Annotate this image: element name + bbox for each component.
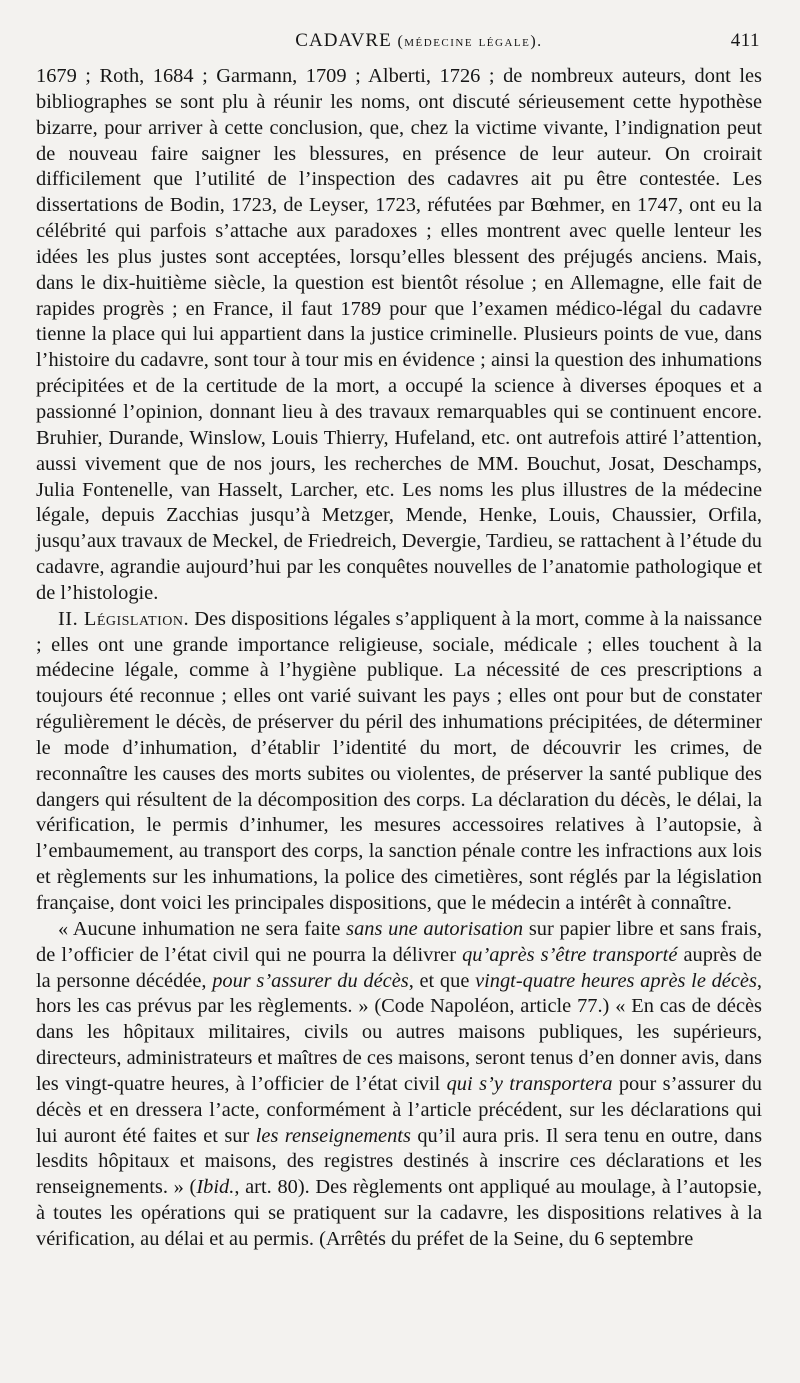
quote-text: qu’il aura pris. Il sera tenu en outre, dans lesdits hôpitaux et maisons, des registres destinés à inscrire ces déclarations et les renseignements. » ( [36, 1124, 763, 1199]
page-number: 411 [730, 30, 760, 51]
quote-text: auprès de la personne décédée, [36, 943, 762, 992]
header-title-line [295, 30, 542, 52]
quote-italic: Ibid. [196, 1176, 235, 1199]
header-subtitle: (médecine légale). [397, 33, 543, 50]
quote-italic: sans une autorisation [346, 917, 524, 940]
quote-italic: qu’après s’être transporté [462, 943, 678, 966]
paragraph-code-quote [36, 917, 762, 1253]
quote-text: , art. 80). Des règlements ont appliqué au moulage, à l’autopsie, à toutes les opérations qui se pratiquent sur la cadavre, les dispositions relatives à la vérification, au délai et au permis. (Arrêtés du préfet de la Seine, du 6 septembre [36, 1176, 762, 1250]
running-header [36, 30, 762, 64]
quote-italic: qui s’y transportera [446, 1072, 613, 1095]
quote-italic: vingt-quatre heures après le décès [475, 969, 757, 992]
quote-text: sur papier libre et sans frais, de l’officier de l’état civil qui ne pourra la délivrer [36, 917, 762, 966]
paragraph-history: 1679 ; Roth, 1684 ; Garmann, 1709 ; Alberti, 1726 ; de nombreux auteurs, dont les bibliographes se sont plu à réunir les noms, ont discuté sérieusement cette hypothèse bizarre, pour arriver à cette conclusion, que, chez la victime vivante, l’indignation peut de nouveau faire saigner les blessures, en présence de leur auteur. On croirait difficilement que l’utilité de l’inspection des cadavres ait pu être contestée. Les dissertations de Bodin, 1723, de Leyser, 1723, réfutées par Bœhmer, en 1747, ont eu la célébrité qui parfois s’attache aux paradoxes ; elles montrent avec quelle lenteur les idées les plus justes sont acceptées, lorsqu’elles blessent des préjugés anciens. Mais, dans le dix-huitième siècle, la question est bientôt résolue ; en Allemagne, elle fait de rapides progrès ; en France, il faut 1789 pour que l’examen médico-légal du cadavre tienne la place qui lui appartient dans la justice criminelle. Plusieurs points de vue, dans l’histoire du cadavre, sont tour à tour mis en évidence ; ainsi la question des inhumations précipitées et de la certitude de la mort, a occupé la science à diverses époques et a passionné l’opinion, donnant lieu à des travaux remarquables qui se continuent encore. Bruhier, Durande, Winslow, Louis Thierry, Hufeland, etc. ont autrefois attiré l’attention, aussi vivement que de nos jours, les recherches de MM. Bouchut, Josat, Deschamps, Julia Fontenelle, van Hasselt, Larcher, etc. Les noms les plus illustres de la médecine légale, depuis Zacchias jusqu’à Metzger, Mende, Henke, Louis, Chaussier, Orfila, jusqu’aux travaux de Meckel, de Friedreich, Devergie, Tardieu, se rattachent à l’étude du cadavre, agrandie aujourd’hui par les conquêtes nouvelles de l’anatomie pathologique et de l’histologie. [36, 65, 762, 604]
quote-italic: pour s’assurer du décès [212, 969, 409, 992]
paragraph-legislation [36, 607, 762, 917]
quote-text: , et que [408, 969, 476, 992]
body-text [36, 64, 762, 1253]
quote-text: « Aucune inhumation ne sera faite [58, 917, 347, 940]
quote-text: , hors les cas prévus par les règlements. » (Code Napoléon, article 77.) « En cas de décès dans les hôpitaux militaires, civils ou autres maisons publiques, les supérieurs, directeurs, administrateurs et maîtres de ces maisons, seront tenus d’en donner avis, dans les vingt-quatre heures, à l’officier de l’état civil [36, 969, 762, 1095]
header-title: CADAVRE [295, 30, 392, 51]
quote-text: pour s’assurer du décès et en dressera l’acte, conformément à l’article précédent, sur les déclarations qui lui auront été faites et sur [36, 1072, 762, 1147]
paragraph-legislation-text: Des dispositions légales s’appliquent à la mort, comme à la naissance ; elles ont une grande importance religieuse, sociale, médicale ; elles touchent à la médecine légale, comme à l’hygiène publique. La nécessité de ces prescriptions a toujours été reconnue ; elles ont varié suivant les pays ; elles ont pour but de constater régulièrement le décès, de préserver du péril des inhumations précipitées, de déterminer le mode d’inhumation, d’établir l’identité du mort, de découvrir les crimes, de reconnaître les causes des morts subites ou violentes, de préserver la santé publique des dangers qui résultent de la décomposition des corps. La déclaration du décès, le délai, la vérification, le permis d’inhumer, les mesures accessoires relatives à l’autopsie, à l’embaumement, au transport des corps, la sanction pénale contre les infractions aux lois et règlements sur les inhumations, la police des cimetières, sont réglés par la législation française, dont voici les principales dispositions, que le médecin a intérêt à connaître. [36, 607, 762, 914]
quote-italic: les renseignements [255, 1124, 411, 1147]
section-heading-legislation: II. Législation. [58, 607, 190, 630]
